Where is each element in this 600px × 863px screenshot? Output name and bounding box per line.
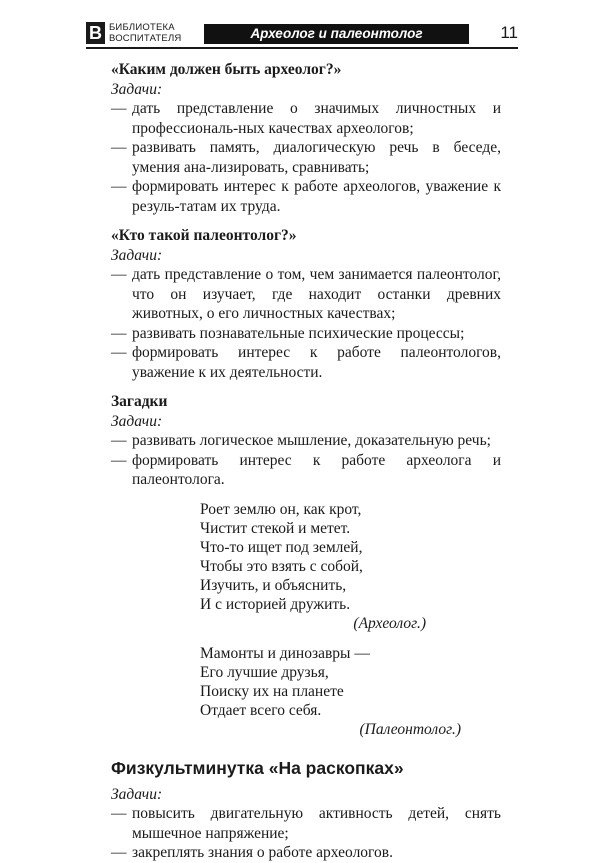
header-rule bbox=[86, 47, 518, 49]
section-heading: Физкультминутка «На раскопках» bbox=[111, 757, 404, 778]
riddle-line: Поиску их на планете bbox=[200, 682, 344, 700]
task-item: — дать представление о значимых личностных и профессиональ-ных качествах археологов; bbox=[111, 99, 501, 138]
page-number: 11 bbox=[500, 23, 518, 42]
task-item: — дать представление о том, чем занимается палеонтолог, что он изучает, где находит останки древних животных, о его личностных качествах; bbox=[111, 265, 501, 324]
riddle bbox=[200, 500, 501, 633]
tasks-list bbox=[111, 804, 501, 863]
riddle-line: И с историей дружить. bbox=[200, 595, 351, 613]
riddle-line: Изучить, и объяснить, bbox=[200, 576, 347, 594]
series-name-line1: БИБЛИОТЕКА bbox=[109, 22, 175, 33]
riddle-line: Отдает всего себя. bbox=[200, 701, 322, 719]
section-title: «Каким должен быть археолог?» bbox=[111, 61, 342, 78]
riddle-line: Чтобы это взять с собой, bbox=[200, 557, 363, 575]
tasks-list bbox=[111, 265, 501, 382]
task-item: — формировать интерес к работе археологов, уважение к резуль-татам их труда. bbox=[111, 177, 501, 216]
riddle bbox=[200, 644, 501, 739]
page-header bbox=[86, 20, 518, 48]
riddle-answer: (Палеонтолог.) bbox=[359, 720, 461, 738]
task-item: — формировать интерес к работе палеонтологов, уважение к их деятельности. bbox=[111, 343, 501, 382]
series-logo: В bbox=[86, 22, 105, 44]
riddle-line: Роет землю он, как крот, bbox=[200, 500, 362, 518]
tasks-label: Задачи: bbox=[111, 412, 163, 430]
section-title: «Кто такой палеонтолог?» bbox=[111, 227, 297, 244]
task-item: — развивать логическое мышление, доказательную речь; bbox=[111, 431, 501, 451]
task-item: — повысить двигательную активность детей, снять мышечное напряжение; bbox=[111, 804, 501, 843]
riddle-line: Его лучшие друзья, bbox=[200, 663, 329, 681]
tasks-label: Задачи: bbox=[111, 785, 163, 803]
riddle-line: Чистит стекой и метет. bbox=[200, 519, 351, 537]
riddle-line: Мамонты и динозавры — bbox=[200, 644, 370, 662]
task-item: — закреплять знания о работе археологов. bbox=[111, 843, 501, 863]
riddle-line: Что-то ищет под землей, bbox=[200, 538, 363, 556]
riddle-answer: (Археолог.) bbox=[353, 614, 426, 632]
task-item: — развивать память, диалогическую речь в беседе, умения ана-лизировать, сравнивать; bbox=[111, 138, 501, 177]
task-item: — развивать познавательные психические процессы; bbox=[111, 324, 501, 344]
tasks-list bbox=[111, 99, 501, 216]
task-item: — формировать интерес к работе археолога и палеонтолога. bbox=[111, 451, 501, 490]
tasks-list bbox=[111, 431, 501, 490]
page-content bbox=[111, 60, 501, 863]
tasks-label: Задачи: bbox=[111, 80, 163, 98]
series-name-line2: ВОСПИТАТЕЛЯ bbox=[109, 33, 182, 44]
tasks-label: Задачи: bbox=[111, 246, 163, 264]
running-title: Археолог и палеонтолог bbox=[204, 24, 469, 44]
series-name bbox=[109, 22, 199, 44]
section-title: Загадки bbox=[111, 393, 168, 410]
